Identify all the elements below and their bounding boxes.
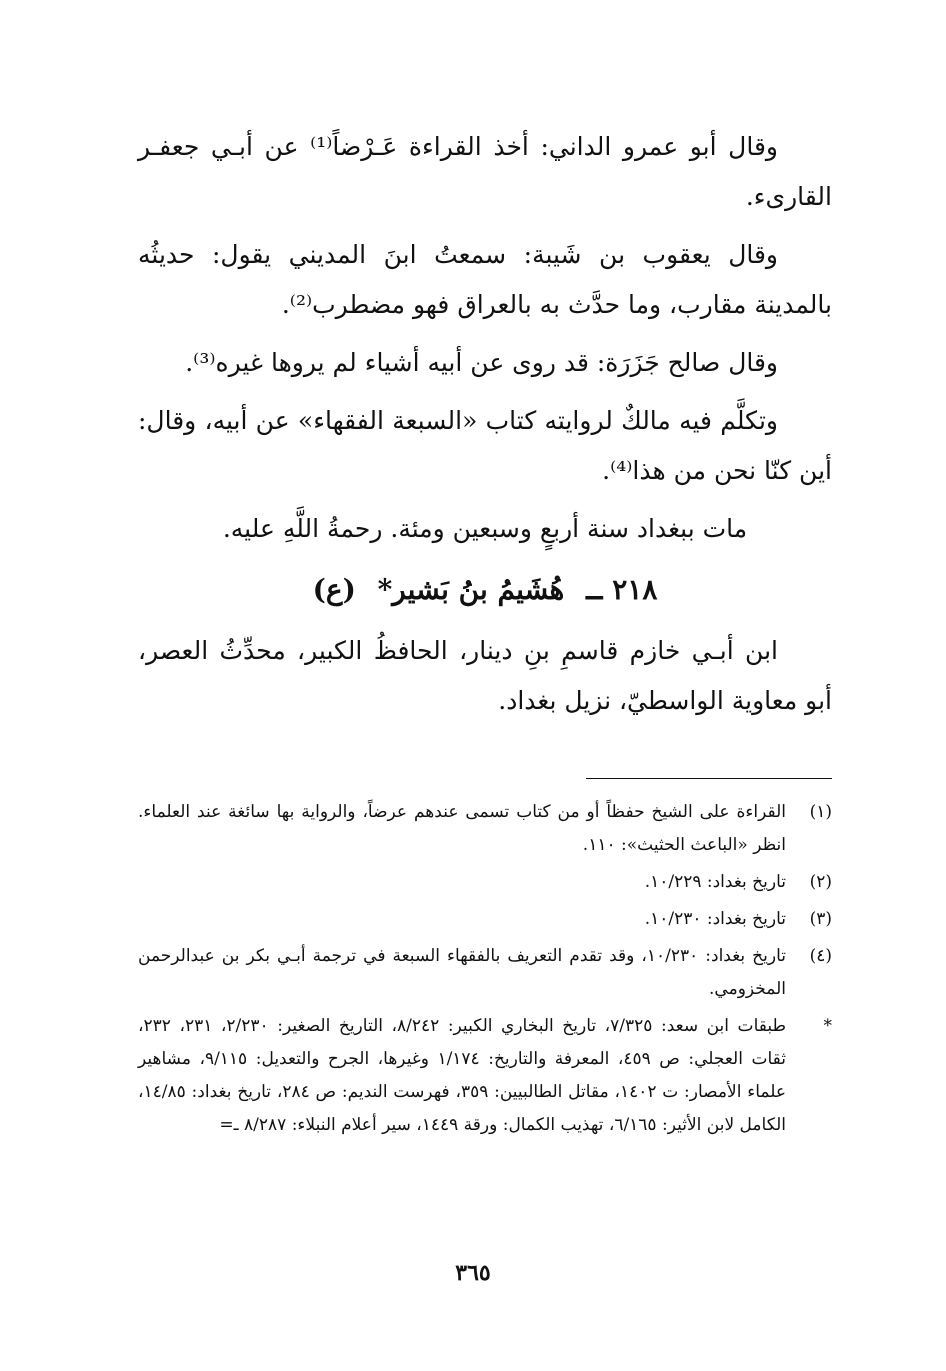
footnote-asterisk: * — [823, 1016, 832, 1036]
footnote-text: تاريخ بغداد: ١٠/٢٣٠. — [644, 909, 786, 929]
footnote-4 — [138, 940, 832, 1006]
footnote-number: (٣) — [809, 909, 832, 929]
footnote-text: القراءة على الشيخ حفظاً أو من كتاب تسمى عندهم عرضاً، والرواية بها سائغة عند العلماء. انظر «الباعث الحثيث»: ١١٠. — [138, 802, 786, 855]
paragraph-salih: وقال صالح جَزَرَة: قد روى عن أبيه أشياء لم يروها غيره⁽³⁾. — [185, 348, 778, 377]
footnote-1 — [138, 796, 832, 862]
entry-number: ٢١٨ ــ — [586, 573, 658, 606]
footnote-3 — [138, 903, 832, 936]
page-number: ٣٦٥ — [455, 1260, 491, 1286]
footnote-number: (٤) — [809, 946, 832, 966]
footnote-divider — [586, 778, 832, 779]
entry-heading — [138, 562, 832, 618]
entry-paragraph: ابن أبـي خازم قاسمِ بنِ دينار، الحافظُ الكبير، محدِّثُ العصر، أبو معاوية الواسطيّ، نزيل بغداد. — [138, 636, 832, 715]
paragraph-death: مات ببغداد سنة أربعٍ وسبعين ومئة. رحمةُ اللَّهِ عليه. — [222, 514, 748, 543]
paragraph-yaqub: وقال يعقوب بن شَيبة: سمعتُ ابنَ المديني يقول: حديثُه بالمدينة مقارب، وما حدَّث به بالعراق فهو مضطرب⁽²⁾. — [138, 240, 832, 319]
paragraph-malik: وتكلَّم فيه مالكٌ لروايته كتاب «السبعة الفقهاء» عن أبيه، وقال: أين كنّا نحن من هذا⁽⁴⁾. — [138, 406, 832, 485]
footnote-number: (١) — [809, 802, 832, 822]
footnotes — [138, 796, 832, 1146]
entry-name: هُشَيمُ بنُ بَشير* — [377, 573, 565, 606]
footnote-2 — [138, 866, 832, 899]
main-text — [138, 122, 832, 734]
footnote-text: تاريخ بغداد: ١٠/٢٣٠، وقد تقدم التعريف بالفقهاء السبعة في ترجمة أبـي بكر بن عبدالرحمن المخزومي. — [138, 946, 786, 999]
paragraph-dani: وقال أبو عمرو الداني: أخذ القراءة عَـرْضاً⁽¹⁾ عن أبـي جعفـر القارىء. — [138, 132, 832, 211]
footnote-sources — [138, 1010, 832, 1142]
footnote-text: طبقات ابن سعد: ٧/٣٢٥، تاريخ البخاري الكبير: ٨/٢٤٢، التاريخ الصغير: ٢/٢٣٠، ٢٣١، ٢٣٢، ثقات العجلي: ص ٤٥٩، المعرفة والتاريخ: ١/١٧٤ وغيرها، الجرح والتعديل: ٩/١١٥، مشاهير علماء الأمصار: ت ١٤٠٢، مقاتل الطالبيين: ٣٥٩، فهرست النديم: ص ٢٨٤، تاريخ بغداد: ١٤/٨٥، الكامل لابن الأثير: ٦/١٦٥، تهذيب الكمال: ورقة ١٤٤٩، سير أعلام النبلاء: ٨/٢٨٧ ـ= — [138, 1016, 787, 1135]
footnote-text: تاريخ بغداد: ١٠/٢٢٩. — [644, 872, 786, 892]
entry-code: (ع) — [312, 573, 356, 606]
footnote-number: (٢) — [809, 872, 832, 892]
